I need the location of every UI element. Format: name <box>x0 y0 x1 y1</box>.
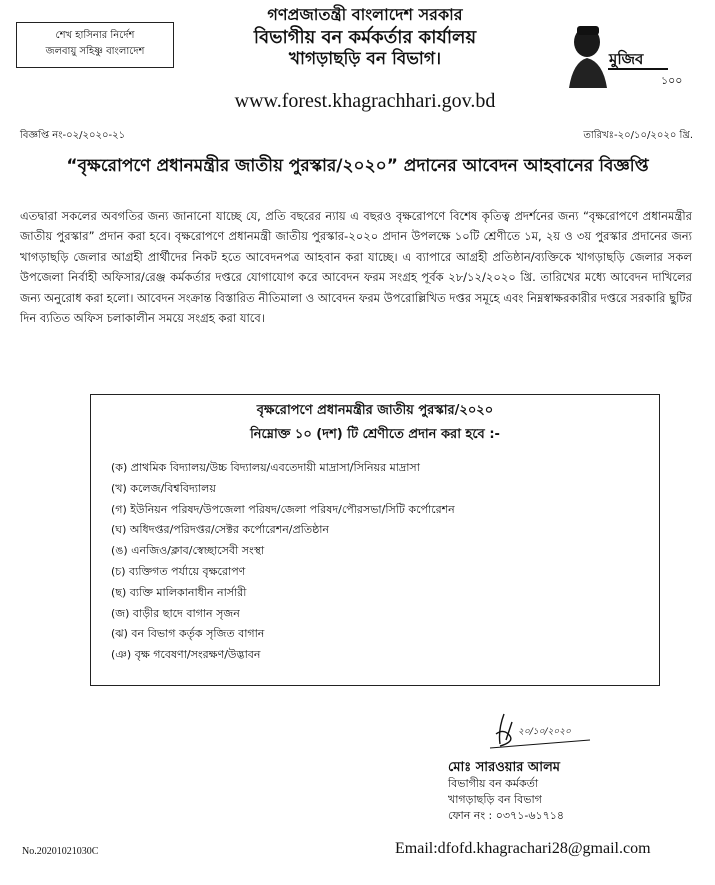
slogan-line-1: শেখ হাসিনার নির্দেশ <box>55 30 135 41</box>
category-item: (ক) প্রাথমিক বিদ্যালয়/উচ্চ বিদ্যালয়/এবতেদায়ী মাদ্রাসা/সিনিয়র মাদ্রাসা <box>111 461 420 474</box>
signatory-office: খাগড়াছড়ি বন বিভাগ <box>448 793 542 806</box>
category-item: (চ) ব্যক্তিগত পর্যায়ে বৃক্ষরোপণ <box>111 564 246 578</box>
portrait-silhouette <box>569 26 607 88</box>
notice-body: এতদ্বারা সকলের অবগতির জন্য জানানো যাচ্ছে যে, প্রতি বছরের ন্যায় এ বছরও বৃক্ষরোপণে বিশেষ কৃতিত্ব প্রদর্শনের জন্য “বৃক্ষরোপণে প্রধানমন্ত্রীর জাতীয় পুরস্কার” প্রদান করা হবে। বৃক্ষরোপণে প্রধানমন্ত্রী জাতীয় পুরস্কার-২০২০ প্রদান উপলক্ষে ১০টি শ্রেণীতে ১ম, ২য় ও ৩য় পুরস্কার প্রদানের জন্য খাগড়াছড়ি জেলার আগ্রহী প্রার্থীদের নিকট হতে আবেদনপত্র আহবান করা যাচ্ছে। এ ব্যাপারে আগ্রহী প্রতিষ্ঠান/ব্যক্তিকে খাগড়াছড়ি জেলার সকল উপজেলা নির্বাহী অফিসার/রেঞ্জ কর্মকর্তার দপ্তরে যোগাযোগ করে আবেদন ফরম সংগ্রহ পূর্বক ২৮/১২/২০২০ খ্রি. তারিখের মধ্যে আবেদন দাখিলের জন্য অনুরোধ করা হলো। আবেদন সংক্রান্ত বিস্তারিত নীতিমালা ও আবেদন ফরম উপরোল্লিখিত দপ্তর সমূহে এবং নিম্নস্বাক্ষরকারীর দপ্তরে সরকারি ছুটির দিন ব্যতিত অফিস চলাকালীন সময়ে সংগ্রহ করা যাবে। <box>20 209 692 326</box>
handwritten-signature <box>470 700 620 756</box>
slogan-box <box>16 22 174 68</box>
header-government: গণপ্রজাতন্ত্রী বাংলাদেশ সরকার <box>267 5 463 24</box>
box-subtitle: নিম্নোক্ত ১০ (দশ) টি শ্রেণীতে প্রদান করা হবে :- <box>250 427 500 442</box>
category-item: (ঘ) অধিদপ্তর/পরিদপ্তর/সেক্টর কর্পোরেশন/প্রতিষ্ঠান <box>111 523 330 537</box>
website-link[interactable]: www.forest.khagrachhari.gov.bd <box>234 90 496 112</box>
header-office: বিভাগীয় বন কর্মকর্তার কার্যালয় <box>253 27 477 48</box>
category-item: (গ) ইউনিয়ন পরিষদ/উপজেলা পরিষদ/জেলা পরিষদ/পৌরসভা/সিটি কর্পোরেশন <box>111 502 455 516</box>
category-item: (জ) বাড়ীর ছাদে বাগান সৃজন <box>111 606 240 620</box>
category-item: (ছ) ব্যক্তি মালিকানাধীন নার্সারী <box>111 585 247 599</box>
signatory-name: মোঃ সারওয়ার আলম <box>448 760 560 775</box>
signatory-phone: ফোন নং : ০৩৭১-৬১৭১৪ <box>448 809 565 822</box>
notice-title: “বৃক্ষরোপণে প্রধানমন্ত্রীর জাতীয় পুরস্কার/২০২০” প্রদানের আবেদন আহবানের বিজ্ঞপ্তি <box>66 156 649 176</box>
signatory-designation: বিভাগীয় বন কর্মকর্তা <box>448 777 539 790</box>
logo-100: ১০০ <box>661 74 683 87</box>
category-item: (ঙ) এনজিও/ক্লাব/স্বেচ্ছাসেবী সংস্থা <box>111 544 265 558</box>
mujib-100-logo <box>565 18 687 92</box>
box-title: বৃক্ষরোপণে প্রধানমন্ত্রীর জাতীয় পুরস্কার/২০২০ <box>256 403 494 418</box>
signature-date: ২০/১০/২০২০ <box>518 727 571 737</box>
category-item: (ঞ) বৃক্ষ গবেষণা/সংরক্ষণ/উদ্ভাবন <box>111 648 261 662</box>
header-division: খাগড়াছড়ি বন বিভাগ। <box>288 49 442 69</box>
email-link[interactable]: Email:dfofd.khagrachari28@gmail.com <box>395 840 651 857</box>
award-categories-box <box>90 394 660 686</box>
notice-date: তারিখঃ-২০/১০/২০২০ খ্রি. <box>583 130 693 141</box>
slogan-line-2: জলবায়ু সহিষ্ণু বাংলাদেশ <box>45 46 145 57</box>
category-item: (খ) কলেজ/বিশ্ববিদ্যালয় <box>111 481 216 495</box>
memo-number: বিজ্ঞপ্তি নং-০২/২০২০-২১ <box>20 130 126 141</box>
signatory-block <box>448 760 564 824</box>
category-item: (ঝ) বন বিভাগ কর্তৃক সৃজিত বাগান <box>111 627 265 641</box>
reference-number: No.20201021030C <box>22 846 99 857</box>
category-list <box>111 458 455 666</box>
logo-text: মুজিব <box>609 50 644 68</box>
